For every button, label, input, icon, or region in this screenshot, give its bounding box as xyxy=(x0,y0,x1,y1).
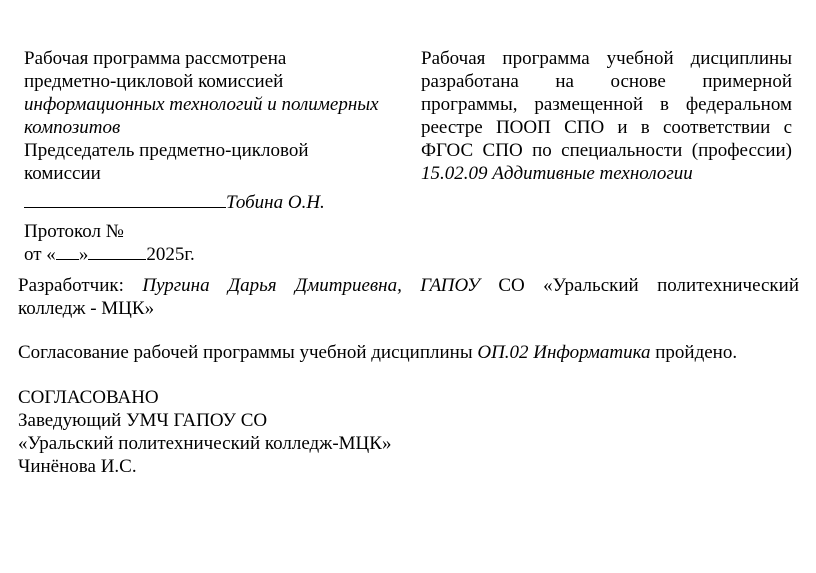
signature-blank xyxy=(24,191,226,208)
developer-org-line-2: колледж - МЦК» xyxy=(18,298,155,319)
chairman-line-2: комиссии xyxy=(24,163,101,184)
chairman-name: Тобина О.Н. xyxy=(226,192,325,213)
review-block xyxy=(24,47,414,266)
approval-prefix: Согласование рабочей программы учебной дисциплины xyxy=(18,342,473,363)
developer-org-line-1: СО «Уральский политехнический xyxy=(498,275,799,296)
developer-name: Пургина Дарья Дмитриевна, ГАПОУ xyxy=(142,275,480,296)
date-month-blank xyxy=(88,244,146,260)
developer-line-1 xyxy=(18,274,799,297)
date-day-blank xyxy=(56,244,79,260)
agreed-title: СОГЛАСОВАНО xyxy=(18,387,159,408)
review-line-2: предметно-цикловой комиссией xyxy=(24,71,284,92)
agreed-org: «Уральский политехнический колледж-МЦК» xyxy=(18,433,392,454)
date-year: 2025г. xyxy=(146,244,195,265)
approval-statement xyxy=(18,341,799,364)
review-line-1: Рабочая программа рассмотрена xyxy=(24,48,287,69)
specialty-name: 15.02.09 Аддитивные технологии xyxy=(421,163,693,184)
chairman-line-1: Председатель предметно-цикловой xyxy=(24,140,309,161)
discipline-name: ОП.02 Информатика xyxy=(477,342,651,363)
agreed-position: Заведующий УМЧ ГАПОУ СО xyxy=(18,410,268,431)
agreed-block xyxy=(18,386,618,478)
date-mid: » xyxy=(78,244,89,265)
signature-row xyxy=(24,191,414,214)
developer-label: Разработчик: xyxy=(18,275,124,296)
basis-line-2: разработана на основе примерной xyxy=(421,71,792,92)
commission-name-line-2: композитов xyxy=(24,117,121,138)
basis-line-1: Рабочая программа учебной дисциплины xyxy=(421,48,792,69)
agreed-person: Чинёнова И.С. xyxy=(18,456,137,477)
approval-suffix: пройдено. xyxy=(655,342,738,363)
protocol-date-row xyxy=(24,243,414,266)
developer-block xyxy=(18,274,799,320)
basis-block xyxy=(421,47,792,185)
basis-line-4: реестре ПООП СПО и в соответствии с xyxy=(421,117,792,138)
date-prefix: от « xyxy=(24,244,56,265)
protocol-label: Протокол № xyxy=(24,221,124,242)
basis-line-5: ФГОС СПО по специальности (профессии) xyxy=(421,140,792,161)
commission-name-line-1: информационных технологий и полимерных xyxy=(24,94,379,115)
basis-line-3: программы, размещенной в федеральном xyxy=(421,94,792,115)
